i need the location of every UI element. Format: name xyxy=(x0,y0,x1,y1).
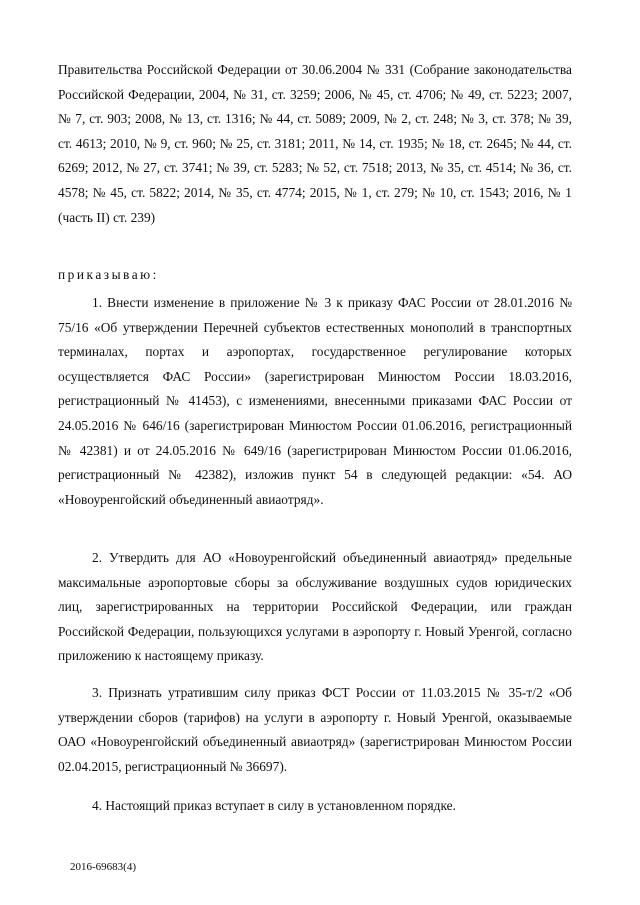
paragraph-1: 1. Внести изменение в приложение № 3 к приказу ФАС России от 28.01.2016 № 75/16 «Об утверждении Перечней субъектов естественных монополий в транспортных терминалах, портах и аэропортах, государственное регулирование которых осуществляется ФАС России» (зарегистрирован Минюстом России 18.03.2016, регистрационный № 41453), с изменениями, внесенными приказами ФАС России от 24.05.2016 № 646/16 (зарегистрирован Минюстом России 01.06.2016, регистрационный № 42381) и от 24.05.2016 № 649/16 (зарегистрирован Минюстом России 01.06.2016, регистрационный № 42382), изложив пункт 54 в следующей редакции: «54. АО «Новоуренгойский объединенный авиаотряд». xyxy=(58,295,572,507)
paragraph-4: 4. Настоящий приказ вступает в силу в установленном порядке. xyxy=(92,798,456,813)
intro-paragraph: Правительства Российской Федерации от 30.06.2004 № 331 (Собрание законодательства Российской Федерации, 2004, № 31, ст. 3259; 2006, № 45, ст. 4706; № 49, ст. 5223; 2007, № 7, ст. 903; 2008, № 13, ст. 1316; № 44, ст. 5089; 2009, № 2, ст. 248; № 3, ст. 378; № 39, ст. 4613; 2010, № 9, ст. 960; № 25, ст. 3181; 2011, № 14, ст. 1935; № 18, ст. 2645; № 44, ст. 6269; 2012, № 27, ст. 3741; № 39, ст. 5283; № 52, ст. 7518; 2013, № 35, ст. 4514; № 36, ст. 4578; № 45, ст. 5822; 2014, № 35, ст. 4774; 2015, № 1, ст. 279; № 10, ст. 1543; 2016, № 1 (часть II) ст. 239) xyxy=(58,62,572,225)
paragraph-3: 3. Признать утратившим силу приказ ФСТ России от 11.03.2015 № 35-т/2 «Об утверждении сборов (тарифов) на услуги в аэропорту г. Новый Уренгой, оказываемые ОАО «Новоуренгойский объединенный авиаотряд» (зарегистрирован Минюстом России 02.04.2015, регистрационный № 36697). xyxy=(58,685,572,774)
document-code: 2016-69683(4) xyxy=(70,861,136,873)
paragraph-2: 2. Утвердить для АО «Новоуренгойский объединенный авиаотряд» предельные максимальные аэропортовые сборы за обслуживание воздушных судов юридических лиц, зарегистрированных на территории Российской Федерации, или граждан Российской Федерации, пользующихся услугами в аэропорту г. Новый Уренгой, согласно приложению к настоящему приказу. xyxy=(58,550,572,664)
order-word: приказываю: xyxy=(58,267,159,282)
